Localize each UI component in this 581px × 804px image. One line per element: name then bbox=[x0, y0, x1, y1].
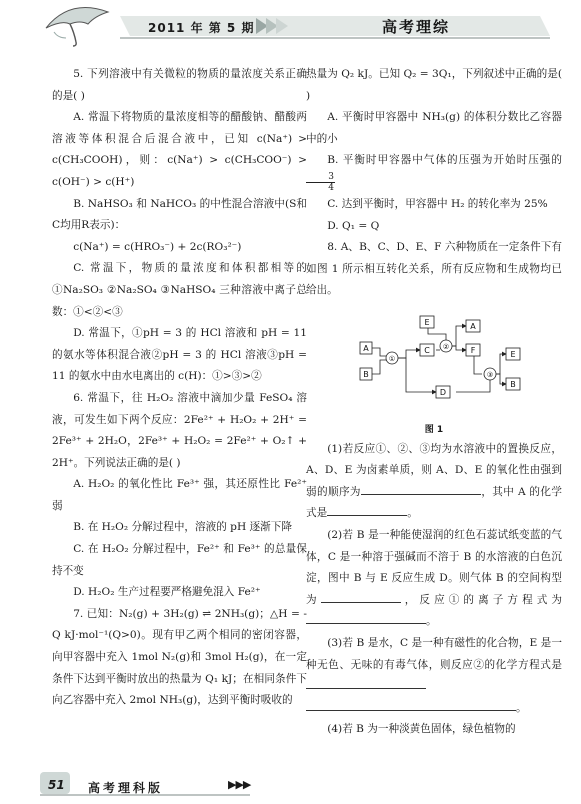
node-b: B bbox=[363, 370, 369, 380]
q5-option-c: C. 常温下，物质的量浓度和体积都相等的①Na₂SO₃ ②Na₂SO₄ ③NaHSO₄ 三种溶液中离子总数：①<②<③ bbox=[52, 262, 307, 318]
right-column bbox=[306, 64, 562, 741]
q6-option-a: A. H₂O₂ 的氧化性比 Fe³⁺ 强，其还原性比 Fe²⁺ 弱 bbox=[52, 478, 307, 512]
q8-part-2: (2)若 B 是一种能使湿润的红色石蕊试纸变蓝的气体，C 是一种溶于强碱而不溶于 B 的水溶液的白色沉淀，图中 B 与 E 反应生成 D。则气体 B 的空间构型为 ，反应①的离子方程式为。 bbox=[306, 529, 563, 628]
q7-stem: 7. 已知：N₂(g) + 3H₂(g) ⇌ 2NH₃(g)；△H = -Q kJ·mol⁻¹(Q>0)。现有甲乙两个相同的密闭容器，向甲容器中充入 1mol N₂(g)和 3mol H₂(g)，在一定条件下达到平衡时放出的热量为 Q₁ kJ；在相同条件下向乙容器中充入 2mol NH₃(g)，达到平衡时吸收的 bbox=[52, 607, 307, 707]
q6-option-b: B. 在 H₂O₂ 分解过程中，溶液的 pH 逐渐下降 bbox=[73, 521, 292, 534]
q8-part-1-text-b: ，其中 A 的化学式是 bbox=[306, 485, 562, 520]
node-e: E bbox=[424, 318, 430, 328]
node-a-out: A bbox=[470, 322, 476, 332]
q7-option-d: D. Q₁ = Q bbox=[327, 219, 380, 232]
answer-blank[interactable] bbox=[327, 503, 407, 516]
umbrella-logo-icon bbox=[40, 2, 120, 48]
q7-stem-continued: 热量为 Q₂ kJ。已知 Q₂ = 3Q₁，下列叙述中正确的是( ) bbox=[306, 68, 562, 102]
q5-option-b-formula: c(Na⁺) = c(HRO₃⁻) + 2c(RO₃²⁻) bbox=[73, 240, 242, 253]
q8-part-3-text: (3)若 B 是水，C 是一种有磁性的化合物，E 是一种无色、无味的有毒气体，则反应②的化学方程式是 bbox=[306, 636, 562, 671]
node-b-out: B bbox=[510, 380, 516, 390]
q8-part-3: (3)若 B 是水，C 是一种有磁性的化合物，E 是一种无色、无味的有毒气体，则反应②的化学方程式是 。 bbox=[306, 636, 562, 714]
q8-part-1-text: (1)若反应①、②、③均为水溶液中的置换反应，A、D、E 为卤素单质，则 A、D、E 的氧化性由强到弱的顺序为 bbox=[306, 442, 562, 498]
answer-blank[interactable] bbox=[321, 590, 401, 603]
q5-stem: 5. 下列溶液中有关微粒的物质的量浓度关系正确的是( ) bbox=[52, 68, 307, 102]
node-a: A bbox=[363, 344, 369, 354]
circle-2-label: ② bbox=[442, 343, 450, 352]
answer-blank[interactable] bbox=[361, 482, 481, 495]
journal-brand: 高考理综 bbox=[382, 18, 451, 36]
footer-brand: 高考理科版 bbox=[88, 781, 164, 795]
circle-3-label: ③ bbox=[486, 371, 494, 380]
node-d: D bbox=[439, 388, 447, 398]
fraction-numerator: 3 bbox=[306, 172, 335, 183]
q6-option-c: C. 在 H₂O₂ 分解过程中，Fe²⁺ 和 Fe³⁺ 的总量保持不变 bbox=[52, 543, 307, 577]
node-c: C bbox=[424, 346, 430, 356]
q8-part-4: (4)若 B 为一种淡黄色固体，绿色植物的 bbox=[327, 723, 516, 736]
q5-option-b: B. NaHSO₃ 和 NaHCO₃ 的中性混合溶液中(S和C均用R表示)： bbox=[52, 197, 307, 232]
q7-option-b bbox=[306, 150, 562, 194]
q8-part-2-text-b: ，反应①的离子方程式为 bbox=[400, 593, 563, 606]
issue-label: 2011 年 第 5 期 bbox=[148, 21, 255, 35]
q6-option-d: D. H₂O₂ 生产过程要严格避免混入 Fe²⁺ bbox=[73, 586, 261, 599]
answer-blank[interactable] bbox=[306, 676, 426, 689]
q5-option-d: D. 常温下，①pH = 3 的 HCl 溶液和 pH = 11 的氨水等体积混合液②pH = 3 的 HCl 溶液③pH = 11 的氨水中由水电离出的 c(H)：①>③>② bbox=[52, 327, 307, 383]
reaction-diagram bbox=[306, 304, 562, 412]
q8-part-1: (1)若反应①、②、③均为水溶液中的置换反应，A、D、E 为卤素单质，则 A、D、E 的氧化性由强到弱的顺序为 ，其中 A 的化学式是 。 bbox=[306, 442, 562, 520]
q7-option-b-text: B. 平衡时甲容器中气体的压强为开始时压强的 bbox=[327, 154, 562, 167]
node-e-out: E bbox=[510, 350, 516, 360]
q7-option-a: A. 平衡时甲容器中 NH₃(g) 的体积分数比乙容器中的小 bbox=[306, 111, 562, 145]
page-number: 51 bbox=[48, 778, 65, 792]
footer-arrows-icon: ▶▶▶ bbox=[228, 778, 251, 791]
q6-stem: 6. 常温下，往 H₂O₂ 溶液中滴加少量 FeSO₄ 溶液，可发生如下两个反应：2Fe²⁺ + H₂O₂ + 2H⁺ = 2Fe³⁺ + 2H₂O，2Fe³⁺ + H₂O₂ = 2Fe²⁺ + O₂↑ + 2H⁺。下列说法正确的是( ) bbox=[52, 391, 307, 469]
q7-option-c: C. 达到平衡时，甲容器中 H₂ 的转化率为 25% bbox=[327, 198, 548, 211]
answer-blank[interactable] bbox=[306, 611, 426, 624]
fraction bbox=[306, 172, 335, 193]
q8-part-2-text: (2)若 B 是一种能使湿润的红色石蕊试纸变蓝的气体，C 是一种溶于强碱而不溶于 B 的水溶液的白色沉淀，图中 B 与 E 反应生成 D。则气体 B 的空间构型为 bbox=[306, 529, 562, 606]
node-f: F bbox=[470, 346, 476, 356]
page-header bbox=[0, 0, 581, 52]
left-column bbox=[52, 64, 307, 712]
q8-stem: 8. A、B、C、D、E、F 六种物质在一定条件下有如图 1 所示相互转化关系，所有反应物和生成物均已给出。 bbox=[306, 241, 562, 297]
answer-blank[interactable] bbox=[306, 698, 516, 711]
circle-1-label: ① bbox=[388, 355, 396, 364]
q5-option-a: A. 常温下将物质的量浓度相等的醋酸钠、醋酸两溶液等体积混合后混合液中，已知 c(Na⁺) > c(CH₃COOH)，则：c(Na⁺) > c(CH₃COO⁻) > c(OH⁻) > c(H⁺) bbox=[52, 111, 307, 188]
figure-caption: 图 1 bbox=[424, 424, 444, 435]
fraction-denominator: 4 bbox=[328, 182, 334, 193]
